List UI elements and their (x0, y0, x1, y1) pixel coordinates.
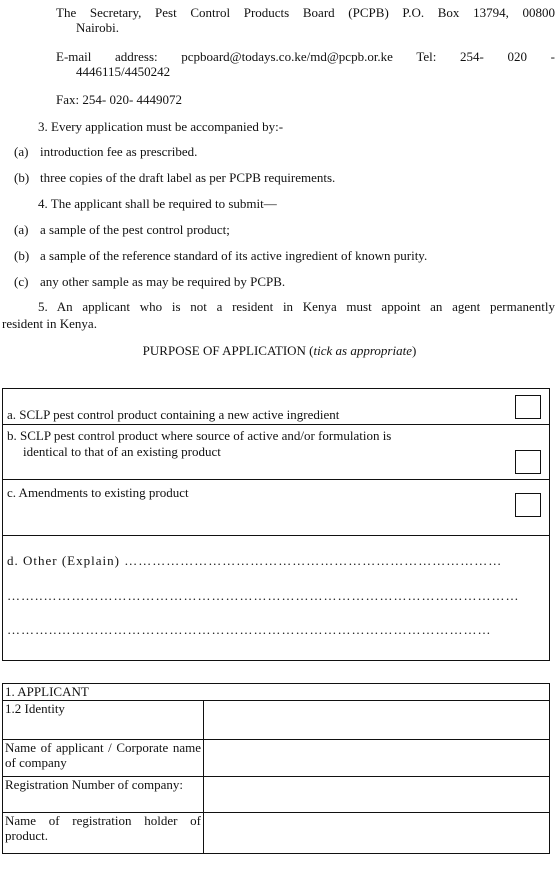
fax-line: Fax: 254- 020- 4449072 (56, 92, 183, 107)
section3-heading: 3. Every application must be accompanied by:- (38, 119, 284, 134)
purpose-title-italic: tick as appropriate (313, 343, 412, 358)
purpose-title-end: ) (411, 343, 417, 358)
item-text: three copies of the draft label as per PCPB requirements. (40, 170, 336, 185)
purpose-options-box (2, 388, 550, 661)
registration-holder-value[interactable] (204, 813, 550, 854)
option-b-label-cont: identical to that of an existing product (23, 444, 221, 459)
purpose-title: PURPOSE OF APPLICATION ( (142, 343, 314, 358)
identity-value[interactable] (204, 701, 550, 740)
other-explain-line1[interactable]: ……..………………………………………………………………………………………… (7, 588, 520, 603)
registration-holder-label-text: Name of registration holder of product. (5, 813, 201, 843)
table-row (3, 813, 550, 854)
section3-item-b (14, 170, 335, 185)
item-label: (a) (14, 144, 29, 159)
address-line1: The Secretary, Pest Control Products Board (PCPB) P.O. Box 13794, 00800 (56, 5, 555, 20)
option-c-row (3, 479, 549, 536)
applicant-name-label-text: Name of applicant / Corporate name of company (5, 740, 201, 770)
item-text: a sample of the reference standard of its active ingredient of known purity. (40, 248, 428, 263)
contact-block (56, 49, 555, 79)
other-explain-label: d. Other (Explain) ……………………………………………………………………… (7, 553, 503, 568)
address-line2: Nairobi. (76, 20, 119, 35)
applicant-table (2, 683, 550, 854)
secretary-address (56, 5, 555, 35)
applicant-name-value[interactable] (204, 740, 550, 777)
table-row (3, 777, 550, 813)
registration-number-label (3, 777, 204, 813)
section4-heading: 4. The applicant shall be required to submit— (38, 196, 277, 211)
item-label: (c) (14, 274, 29, 289)
option-b-label: b. SCLP pest control product where source of active and/or formulation is (7, 428, 392, 443)
item-text: introduction fee as prescribed. (40, 144, 198, 159)
registration-number-value[interactable] (204, 777, 550, 813)
option-a-checkbox[interactable] (515, 395, 541, 419)
option-a-label: a. SCLP pest control product containing a new active ingredient (7, 407, 340, 422)
tel-numbers: 4446115/4450242 (76, 64, 171, 79)
email-line: E-mail address: pcpboard@todays.co.ke/md@pcpb.or.ke Tel: 254- 020 - (56, 49, 555, 64)
registration-number-label-text: Registration Number of company: (5, 777, 183, 792)
identity-label: 1.2 Identity (3, 701, 204, 740)
table-row (3, 701, 550, 740)
item-label: (a) (14, 222, 29, 237)
other-explain-line2[interactable]: ………..………………………………………………………………………………… (7, 622, 492, 637)
option-d-row (3, 535, 549, 662)
section5-line2: resident in Kenya. (2, 316, 97, 331)
applicant-name-label (3, 740, 204, 777)
item-text: any other sample as may be required by PCPB. (40, 274, 286, 289)
applicant-heading-row (3, 684, 550, 701)
item-label: (b) (14, 170, 30, 185)
section5-line1: 5. An applicant who is not a resident in Kenya must appoint an agent permanently (38, 299, 555, 314)
section4-item-a (14, 222, 230, 237)
section3-item-a (14, 144, 197, 159)
applicant-heading: 1. APPLICANT (3, 684, 550, 701)
option-c-checkbox[interactable] (515, 493, 541, 517)
registration-holder-label (3, 813, 204, 854)
item-text: a sample of the pest control product; (40, 222, 230, 237)
option-b-row (3, 424, 549, 471)
item-label: (b) (14, 248, 30, 263)
option-c-label: c. Amendments to existing product (7, 485, 189, 500)
purpose-heading (0, 343, 559, 358)
section4-item-c (14, 274, 285, 289)
option-b-checkbox[interactable] (515, 450, 541, 474)
table-row (3, 740, 550, 777)
option-a-row (3, 389, 549, 424)
section4-item-b (14, 248, 427, 263)
